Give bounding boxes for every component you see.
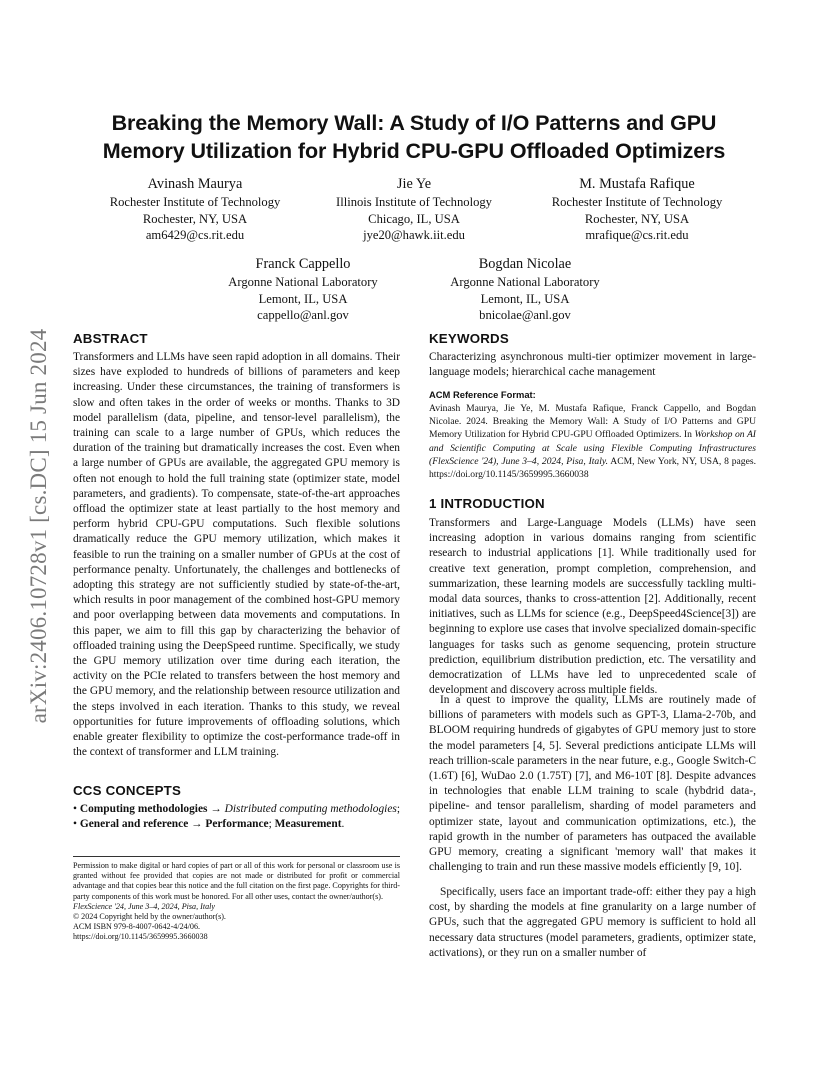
acm-ref-tail: ACM, New York, NY, USA, 8 pages. https://doi.org/10.1145/3659995.3660038 (429, 455, 756, 481)
acm-ref-heading: ACM Reference Format: (429, 389, 536, 400)
author-location: Chicago, IL, USA (368, 211, 460, 226)
author-location: Rochester, NY, USA (142, 211, 248, 226)
abstract-heading: ABSTRACT (73, 331, 148, 346)
author-name: Franck Cappello (255, 256, 351, 272)
venue-text: FlexScience '24, June 3–4, 2024, Pisa, Italy (73, 901, 215, 911)
copyright-line: © 2024 Copyright held by the owner/author(s). (73, 912, 226, 922)
author-email: mrafique@cs.rit.edu (585, 228, 689, 242)
ccs-concept-1-sub: Distributed computing methodologies (224, 803, 397, 815)
author-email: am6429@cs.rit.edu (145, 228, 245, 242)
author-name: Jie Ye (396, 176, 432, 192)
author-name: M. Mustafa Rafique (579, 176, 695, 192)
ccs-concepts (73, 802, 400, 832)
author-email: cappello@anl.gov (257, 308, 349, 322)
author-affiliation: Rochester Institute of Technology (109, 195, 281, 209)
title-line-2: Memory Utilization for Hybrid CPU-GPU Offloaded Optimizers (102, 139, 726, 163)
ccs-bullet: • (73, 818, 77, 831)
ccs-concept-2-sub: Performance (205, 818, 269, 831)
introduction-heading: 1 INTRODUCTION (429, 496, 545, 511)
doi-line[interactable]: https://doi.org/10.1145/3659995.3660038 (73, 932, 208, 942)
arxiv-stamp: arXiv:2406.10728v1 [cs.DC] 15 Jun 2024 (26, 328, 51, 724)
author-block-1 (80, 175, 310, 244)
intro-paragraph-1: Transformers and Large-Language Models (LLMs) have seen increasing adoption in various domains ranging from scientific research to industrial applications [1]. While traditionally used for creative text generation, prompt completion, comprehension, and summarization, these learning models are successfully tackling multi-modal data sources, thanks to cross-attention [2]. Additionally, recent initiatives, such as LLMs for science (e.g., DeepSpeed4Science[3]) are beginning to explore use cases that involve specialized domain-specific languages for tasks such as genome sequencing, protein structure prediction, equilibrium distribution prediction, etc. The versatility and democratization of LLMs have led to unprecedented scale of development and discovery across multiple fields. (429, 517, 756, 697)
author-email: jye20@hawk.iit.edu (363, 228, 465, 242)
abstract-text: Transformers and LLMs have seen rapid adoption in all domains. Their sizes have exploded to hundreds of billions of parameters and keep increasing. Under these circumstances, the training of transformers is slow and often takes in the order of weeks or months. Thanks to 3D model parallelism (data, pipeline, and tensor-level parallelism), the training can scale to a large number of GPUs, which reduces the duration of the training but dramatically increases the cost. Even when a large number of GPUs are available, the aggregated GPU memory is often not enough to hold the full training state (optimizer state, model parameters, and gradients). To compensate, state-of-the-art approaches offload the optimizer state at least partially to the host memory and perform hybrid CPU-GPU computations. Such flexible solutions dramatically reduce the GPU memory utilization, which makes it feasible to run the training on a smaller number of GPUs at the cost of performance penalty. Unfortunately, the challenges and bottlenecks of adopting this strategy are not sufficiently studied by state-of-the-art, which results in poor management of the combined host-GPU memory and poor overlapping between data movements and computations. In this paper, we aim to fill this gap by characterizing the behavior of offloaded training using the DeepSpeed runtime. Specifically, we study the GPU memory utilization over time during each iteration, the activity on the PCIe related to transfers between the host memory and the GPU memory, and the relationship between resource utilization and the steps involved in each iteration. Thanks to this study, we reveal opportunities for future improvements of offloading solutions, which enable greater flexibility to optimize the cost-performance trade-off in the context of transformer and LLM training. (73, 351, 400, 759)
ccs-concept-1: Computing methodologies (79, 803, 208, 815)
footnote-divider (73, 856, 400, 857)
author-affiliation: Illinois Institute of Technology (336, 195, 492, 209)
acm-ref-authors-title: Avinash Maurya, Jie Ye, M. Mustafa Rafique, Franck Cappello, and Bogdan Nicolae. 2024. Breaking the Memory Wall: A Study of I/O Patterns and GPU Memory Utilization for Hybrid CPU-GPU Offloaded Optimizers. In (429, 403, 756, 441)
paper-title (40, 109, 788, 165)
title-line-1: Breaking the Memory Wall: A Study of I/O Patterns and GPU (111, 111, 717, 135)
author-block-5 (410, 255, 640, 324)
keywords-text: Characterizing asynchronous multi-tier optimizer movement in large-language models; hierarchical cache management (429, 351, 756, 379)
author-block-3 (522, 175, 752, 244)
isbn-line: ACM ISBN 979-8-4007-0642-4/24/06. (73, 922, 201, 932)
intro-paragraph-2: In a quest to improve the quality, LLMs are routinely made of billions of parameters with models such as GPT-3, Llama-2-70b, and BLOOM requiring hundreds of gigabytes of GPU memory just to store the model parameters [4, 5]. Several predictions anticipate LLMs will reach trillion-scale parameters in the near future, e.g., Google Switch-C (1.6T) [6], WuDao 2.0 (1.75T) [7], and M6-10T [8]. Despite advances in technologies that enable LLM training to scale (hybdrid data-, pipeline- and tensor parallelism, sharding of model parameters and optimizer state, layout and communication optimizations, etc.), the rapid growth in the number of parameters has outpaced the available GPU memory, creating a significant 'memory wall' that makes it challenging to train and run these massive models efficiently [9, 10]. (429, 694, 756, 874)
ccs-bullet: • (73, 803, 77, 815)
author-affiliation: Argonne National Laboratory (228, 275, 378, 289)
author-name: Bogdan Nicolae (478, 256, 572, 272)
ccs-arrow: → (210, 803, 222, 815)
acm-reference (429, 402, 756, 481)
intro-paragraph-3: Specifically, users face an important trade-off: either they pay a high cost, by sharding the models at fine granularity on a large number of GPUs, such that the aggregated GPU memory is sufficient to hold all necessary data structures (model parameters, gradients, optimizer state, activations), or they run on a smaller number of (429, 886, 756, 959)
ccs-arrow: → (191, 818, 203, 831)
author-affiliation: Rochester Institute of Technology (551, 195, 723, 209)
copyright-footnote (73, 861, 400, 943)
author-affiliation: Argonne National Laboratory (450, 275, 600, 289)
ccs-end: . (341, 818, 345, 831)
author-block-4 (188, 255, 418, 324)
keywords-heading: KEYWORDS (429, 331, 509, 346)
ccs-concept-2: General and reference (79, 818, 189, 831)
ccs-separator: ; (268, 818, 272, 831)
author-block-2 (299, 175, 529, 244)
venue-line (73, 902, 400, 912)
author-email: bnicolae@anl.gov (479, 308, 571, 322)
ccs-separator: ; (396, 803, 400, 815)
author-name: Avinash Maurya (147, 176, 243, 192)
author-location: Rochester, NY, USA (584, 211, 690, 226)
author-location: Lemont, IL, USA (258, 291, 348, 306)
permission-notice: Permission to make digital or hard copies of part or all of this work for personal or classroom use is granted without fee provided that copies are not made or distributed for profit or commercial advantage and that copies bear this notice and the full citation on the first page. Copyrights for third-party components of this work must be honored. For all other uses, contact the owner/author(s). (73, 861, 400, 901)
acm-ref-venue: Workshop on AI and Scientific Computing at Scale using Flexible Computing Infrastructures (FlexScience '24), June 3–4, 2024, Pisa, Italy. (429, 429, 757, 467)
ccs-concept-2-sub2: Measurement (274, 818, 342, 831)
author-location: Lemont, IL, USA (480, 291, 570, 306)
ccs-heading: CCS CONCEPTS (73, 783, 182, 798)
